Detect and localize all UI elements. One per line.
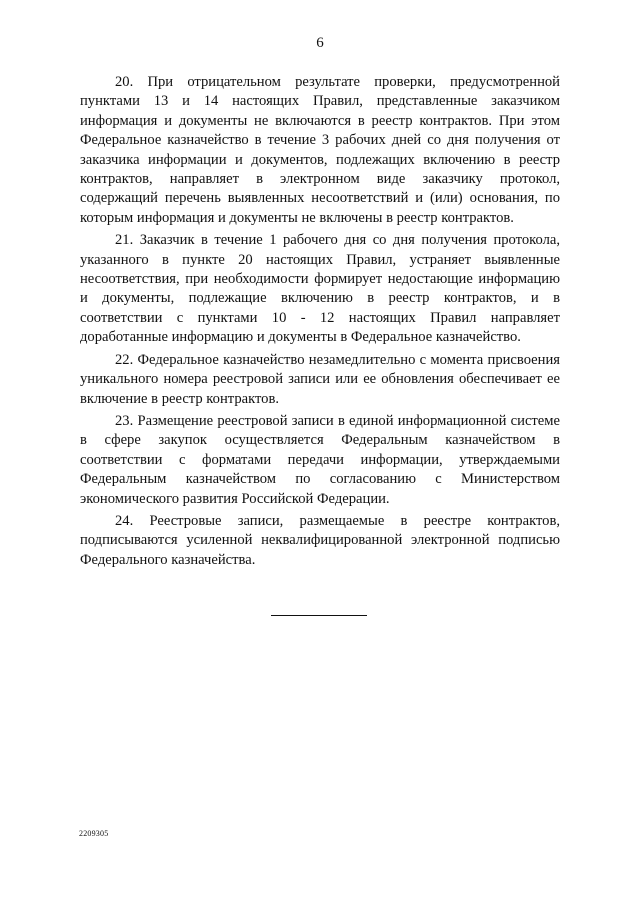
paragraph-22: 22. Федеральное казначейство незамедлительно с момента присвоения уникального номера реестровой записи или ее обновления обеспечивает ее включение в реестр контрактов. <box>80 351 560 407</box>
page-number: 6 <box>316 35 324 51</box>
paragraph-20: 20. При отрицательном результате проверки, предусмотренной пунктами 13 и 14 настоящих Правил, представленные заказчиком информация и документы не включаются в реестр контрактов. При этом Федеральное казначейство в течение 3 рабочих дней со дня получения от заказчика информации и документов, подлежащих включению в реестр контрактов, направляет в электронном виде заказчику протокол, содержащий перечень выявленных несоответствий и (или) основания, по которым информация и документы не включены в реестр контрактов. <box>80 74 560 226</box>
document-code: 2209305 <box>79 829 109 838</box>
paragraph-24: 24. Реестровые записи, размещаемые в реестре контрактов, подписываются усиленной неквалифицированной электронной подписью Федерального казначейства. <box>80 512 560 568</box>
paragraph-23: 23. Размещение реестровой записи в единой информационной системе в сфере закупок осуществляется Федеральным казначейством в соответствии с форматами передачи информации, утверждаемыми Федеральным казначейством по согласованию с Министерством экономического развития Российской Федерации. <box>80 412 560 507</box>
end-of-text-rule <box>271 615 367 616</box>
paragraph-21: 21. Заказчик в течение 1 рабочего дня со дня получения протокола, указанного в пункте 20 настоящих Правил, устраняет выявленные несоответствия, при необходимости формирует недостающие информацию и документы, подлежащие включению в реестр контрактов, и в соответствии с пунктами 10 - 12 настоящих Правил направляет доработанные информацию и документы в Федеральное казначейство. <box>80 232 560 346</box>
document-body <box>80 73 560 573</box>
